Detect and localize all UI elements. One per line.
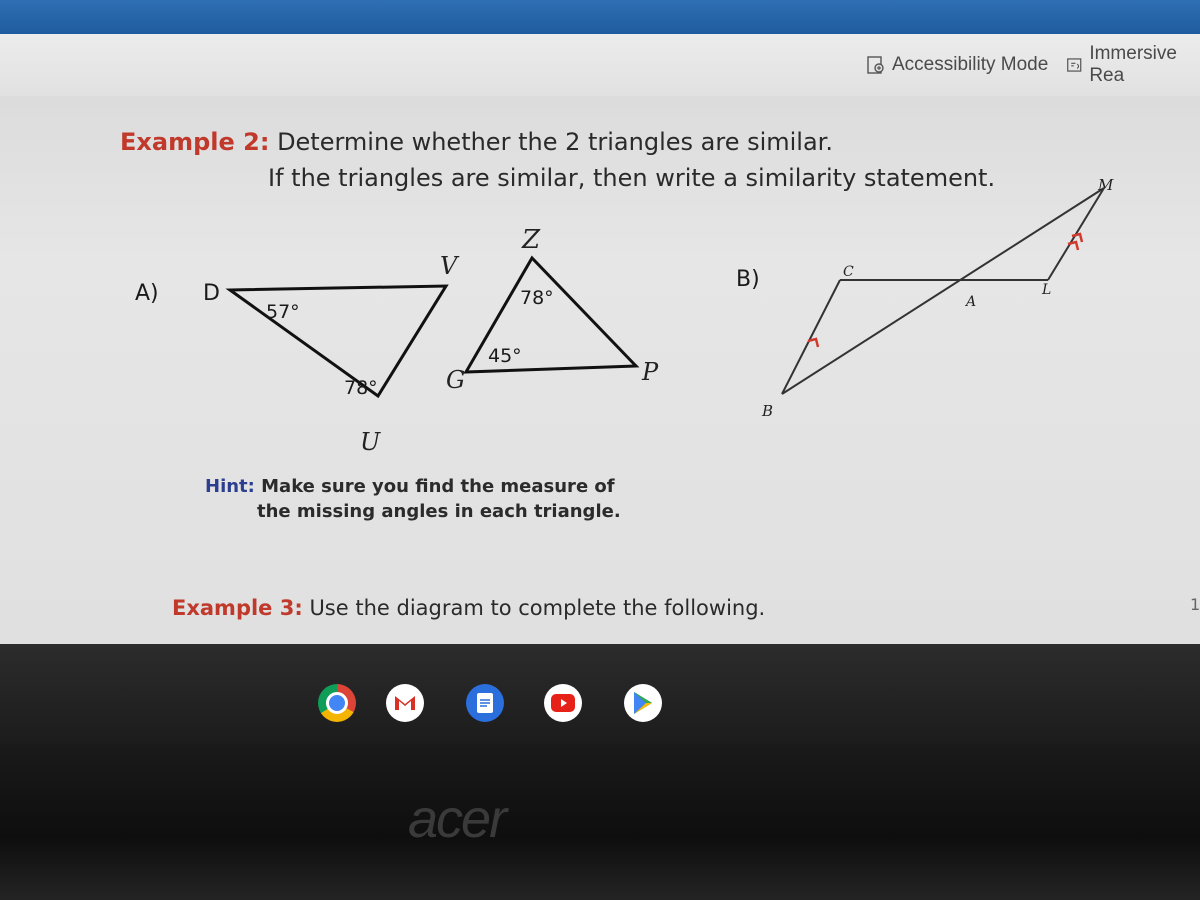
example2-line1: Determine whether the 2 triangles are similar. — [277, 128, 833, 156]
example3-text: Use the diagram to complete the following. — [309, 596, 766, 620]
gmail-glyph — [393, 694, 417, 712]
angle-g: 45° — [488, 345, 522, 367]
youtube-glyph — [551, 694, 575, 712]
play-store-icon[interactable] — [624, 684, 662, 722]
docs-glyph — [477, 693, 493, 713]
example2-line2: If the triangles are similar, then write a similarity statement. — [268, 164, 996, 192]
vertex-b: B — [762, 402, 774, 420]
vertex-l: L — [1042, 282, 1052, 298]
youtube-icon[interactable] — [544, 684, 582, 722]
accessibility-mode-label: Accessibility Mode — [892, 54, 1049, 75]
vertex-d: D — [203, 281, 220, 306]
accessibility-icon — [866, 55, 886, 75]
chromeos-shelf — [0, 644, 1200, 744]
hint-label: Hint: — [205, 476, 255, 497]
segment-bm — [782, 188, 1104, 394]
vertex-c: C — [843, 264, 854, 280]
gmail-icon[interactable] — [386, 684, 424, 722]
play-store-glyph — [632, 691, 654, 715]
hint-line2: the missing angles in each triangle. — [257, 501, 621, 522]
diagram-canvas — [0, 96, 1200, 644]
tick-mark-cb — [808, 339, 818, 347]
laptop-bezel — [0, 744, 1200, 900]
example2-label: Example 2: — [120, 128, 270, 156]
part-a-label: A) — [135, 281, 159, 306]
vertex-v: V — [440, 252, 458, 280]
hint-block — [205, 474, 621, 524]
docs-icon[interactable] — [466, 684, 504, 722]
margin-page-number: 1 — [1190, 595, 1200, 614]
chrome-icon[interactable] — [318, 684, 356, 722]
vertex-u: U — [360, 428, 381, 456]
vertex-a: A — [966, 294, 977, 310]
window-top-strip — [0, 0, 1200, 34]
document-page — [0, 96, 1200, 644]
triangle-dvu — [230, 286, 446, 396]
immersive-reader-button[interactable] — [1066, 43, 1200, 86]
immersive-reader-icon — [1066, 55, 1083, 75]
accessibility-mode-button[interactable] — [866, 52, 1048, 78]
angle-d: 57° — [266, 301, 300, 323]
vertex-p: P — [642, 358, 659, 386]
hint-line1: Make sure you find the measure of — [261, 476, 615, 497]
angle-u: 78° — [344, 377, 378, 399]
example3-heading — [172, 596, 765, 620]
vertex-g: G — [446, 366, 466, 394]
angle-z: 78° — [520, 287, 554, 309]
example3-label: Example 3: — [172, 596, 303, 620]
chrome-center — [326, 692, 348, 714]
vertex-z: Z — [522, 225, 541, 255]
toolbar — [0, 34, 1200, 97]
vertex-m: M — [1098, 176, 1114, 194]
brand-logo: acer — [408, 789, 506, 849]
segment-cb — [782, 280, 840, 394]
part-b-label: B) — [736, 267, 760, 292]
immersive-reader-label: Immersive Rea — [1089, 43, 1177, 86]
